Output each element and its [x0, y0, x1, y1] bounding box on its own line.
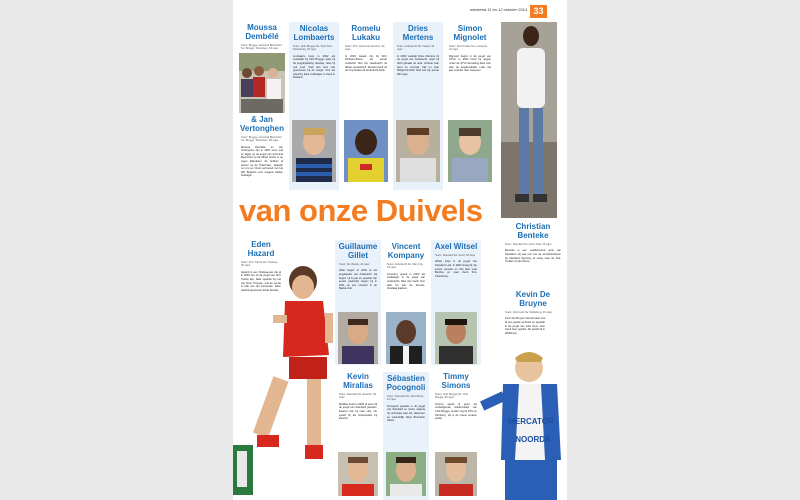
player-meta-hazard: Team: AFC Tubize Nu: Chelsea, 50 caps	[241, 261, 278, 268]
player-name-dembele: Moussa Dembélé	[245, 23, 279, 41]
photo-debruyne	[475, 350, 567, 500]
photo-mignolet	[448, 120, 492, 182]
player-name-mertens: Dries Mertens	[402, 24, 434, 42]
photo-lombaerts	[292, 120, 336, 182]
player-name-lukaku: Romelu Lukaku	[351, 24, 381, 42]
player-meta-mirallas: Team: Standard Nu: Everton, 39 caps	[339, 393, 377, 400]
photo-kompany	[386, 312, 426, 364]
player-text-mertens: In 2003 voetbalt Dries Mertens bij de jeugd van Anderlecht, waar hij dicht geraakt tot rand. Vertrekt naar Gent en vervolgt. Kijk nu naar 'Belgische Elite' rand met zijn eerste WK-caps.	[397, 54, 439, 76]
player-name-lombaerts: Nicolas Lombaerts	[293, 24, 335, 42]
player-name-benteke: Christian Benteke	[515, 222, 551, 240]
page-header	[233, 0, 567, 20]
headline: van onze Duivels	[239, 193, 483, 228]
profile-witsel	[431, 240, 481, 365]
player-text-pocognoli: Pocognoli speelde in de jeugd van Standard en Genk, waarna hij verhuisde naar AZ, Hannover en uiteindelijk West Bromwich Albion.	[387, 404, 425, 423]
player-text-simons: Simons speelt al jaren als verdedigende middenvelder van Club Brugge, eerder nog bij PSV en Nürnberg. Hij is de meest ervaren speler.	[435, 402, 477, 421]
player-meta-lukaku: Team: KFC Lierse Nu: Everton, 34 caps	[345, 45, 385, 52]
photo-benteke	[501, 22, 557, 218]
photo-mertens	[396, 120, 440, 182]
profile-lombaerts	[289, 22, 339, 190]
player-meta-benteke: Team: Standard Nu: Aston Villa, 25 caps	[505, 243, 552, 246]
player-name-debruyne: Kevin De Bruyne	[515, 290, 551, 308]
player-text-vertonghen: Moussa Dembélé en Jan Vertonghen zijn in 1987 even oud en lagen op de jeugd van Germinal Beerschot op de Alfred Verlee in op tegen Wandelen. Ze hebben al samen op de Tottenham, Jaquelin om om se. Omet vertrouwd met het WK Belgisch voor toegeve bleken bedragen.	[241, 145, 283, 178]
photo-gillet	[338, 312, 378, 364]
player-meta-dembele: Team: Brugge, Germinal Beerschot Nu: Brugge, Tottenham, 23 caps	[241, 44, 282, 51]
player-name-simons: Timmy Simons	[441, 372, 471, 390]
player-name-vertonghen: & Jan Vertonghen	[239, 114, 284, 133]
player-text-gillet: Gillet begon in 2002 al als jeugdspeler van Anderlecht. Hij begon na 5 jaar en speelde zijn eerste wedstrijd, begon hij in 2011 op een contract in de Bastia-club.	[339, 269, 377, 291]
player-text-mignolet: Mignolet begint in de jeugd van STVV. In 2002 heeft hij wegen onder de STVV-hersteling kiest voor later de jeugdmedaille. Later dat jaar verhuist naar Liverpool.	[449, 54, 491, 73]
player-name-mirallas: Kevin Mirallas	[343, 372, 373, 390]
photo-lukaku	[344, 120, 388, 182]
profile-dembele-vertonghen	[237, 22, 287, 192]
jersey-sponsor: MERCATOR	[508, 417, 554, 426]
player-meta-mertens: Team: Anderlecht Nu: Napoli, 38 caps	[397, 45, 435, 52]
profile-lukaku	[341, 22, 391, 190]
photo-dembele-vertonghen	[237, 53, 287, 113]
player-meta-gillet: Team: Nu: Bastia, 22 caps	[339, 263, 370, 266]
photo-pocognoli	[386, 452, 426, 496]
player-text-witsel: Witsel loopt in de jeugd van Standard Luik. In 2002 kreeg hij zijn eerste contract en trok later naar Benfica en naar Zenit Sint-Petersburg.	[435, 260, 477, 278]
player-name-gillet: Guillaume Gillet	[338, 242, 378, 260]
player-name-witsel: Axel Witsel	[434, 242, 478, 251]
profile-mignolet	[445, 22, 495, 190]
player-meta-lombaerts: Team: Club Brugge Nu: Zenit Sint-Petersburg, 36 caps	[293, 45, 333, 52]
player-text-lukaku: In 2003 zwaait zijn bij KFC Wintham-Boom als eerste vorderfeit. Met zijn vaartkracht na afloop wonderkind. Romelu heeft na de Cup-finales de Anderlecht-bank.	[345, 54, 387, 73]
player-text-mirallas: Mirallas heeft in 2002 al eens bij de jeugd van Standard gestaan. Daarna trok hij naar Lille. Nu speelt hij als buitenspeler bij Everton.	[339, 402, 377, 421]
jersey-brand: NOORDA	[515, 435, 551, 444]
player-text-lombaerts: Lombaerts loopt in 2002 als voetballer bij Club Brugge, waar hij de jeugdopleiding doorliep, doet hij ook rond. Club kan hem niet geoorloven bij de Jeugd. Ook als stand-by kiest verdediger in Zenit in Rusland.	[293, 54, 335, 80]
player-name-mignolet: Simon Mignolet	[453, 24, 487, 42]
player-meta-pocognoli: Team: Standard Nu: West Brom, 12 caps	[387, 395, 425, 402]
player-meta-mignolet: Team: Sint-Truiden Nu: Liverpool, 16 caps	[449, 45, 488, 52]
photo-mirallas	[338, 452, 378, 496]
profile-gillet	[335, 240, 381, 365]
issue-date: weekend 11 en 12 oktober 2014	[470, 7, 527, 12]
player-text-hazard: Hazard is een Chelsea-ster die al in 2003 zijn uit de jeugd van AFC Tubize liep. Daar speelde hij met zijn broer Thorgan, ook de eerste in Lille met zijn successen. Eden Hazard gewonnen Rode Duivels.	[241, 270, 281, 292]
player-meta-kompany: Team: Anderlecht Nu: Man City, 63 caps	[387, 263, 424, 270]
player-text-benteke: Benteke is een veelbelovend spits van Standard. Hij was een van de wonderkinderen bij Standard Sporting, al vroeg naar de Sint-Truiden op de tribune.	[505, 249, 561, 264]
player-meta-vertonghen: Team: Brugge, Germinal Beerschot Nu: Brugge, Tottenham, 55 caps	[241, 135, 282, 143]
player-text-debruyne: Kevin De Bruyne had als klein ook al een goede techniek en speelde in de jeugd van KAA Gent, toen Genk hem oppikte. Nu speelt hij in Wolfsburg.	[505, 317, 545, 335]
profile-mertens	[393, 22, 443, 190]
photo-simons	[435, 452, 477, 496]
player-text-kompany: Kompany speelt in 2002 als verdediger in de jeugd van Anderlecht, Man City kocht hem later tot aan de Duivels. Vandaag kapitein.	[387, 272, 425, 291]
player-meta-simons: Team: Club Brugge Nu: Club Brugge, 89 caps	[435, 393, 469, 400]
player-name-pocognoli: Sébastien Pocognoli	[386, 374, 426, 392]
player-meta-witsel: Team: Standard Nu: Zenit, 50 caps	[435, 254, 476, 257]
photo-hazard	[233, 265, 333, 495]
player-name-kompany: Vincent Kompany	[387, 242, 425, 260]
player-meta-debruyne: Team: KAA Gent Nu: Wolfsburg, 30 caps	[505, 311, 552, 314]
profile-simons	[431, 372, 481, 500]
profile-pocognoli	[383, 372, 429, 500]
player-name-hazard: Eden Hazard	[247, 240, 275, 258]
profile-mirallas	[335, 372, 381, 500]
page-number: 33	[530, 5, 547, 18]
profile-kompany	[383, 240, 429, 365]
profile-benteke	[501, 222, 565, 282]
newspaper-page	[233, 0, 567, 500]
photo-witsel	[435, 312, 477, 364]
